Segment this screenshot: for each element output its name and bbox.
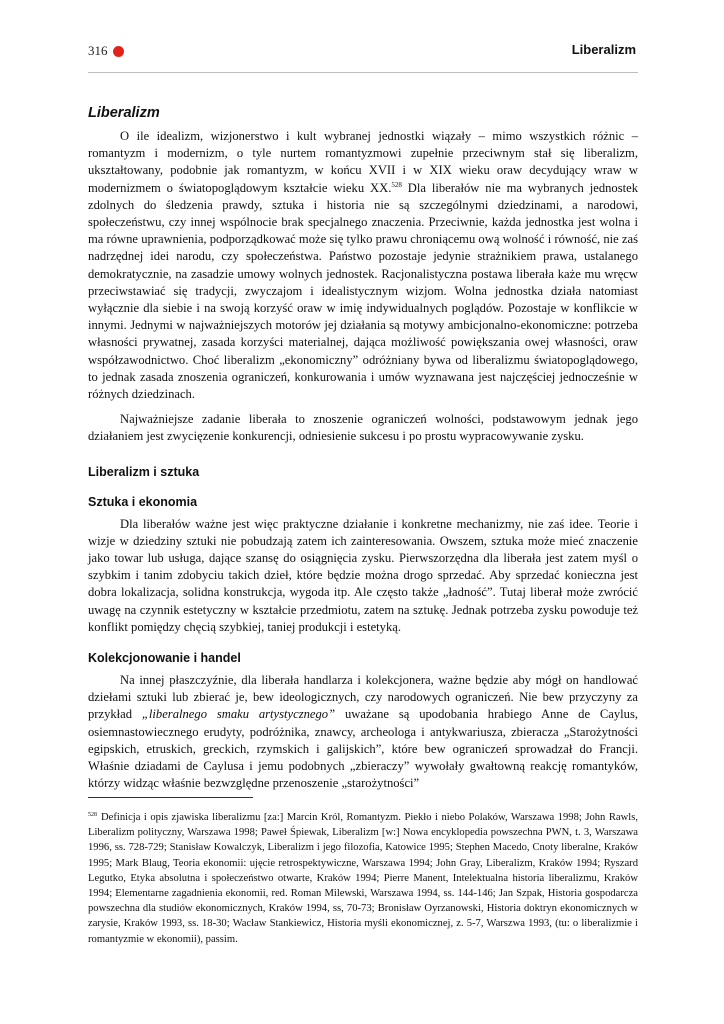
page-number: 316 xyxy=(88,43,108,58)
main-content xyxy=(88,104,638,801)
running-title: Liberalizm xyxy=(571,42,636,57)
paragraph: Najważniejsze zadanie liberała to znoszenie ograniczeń wolności, podstawowym jednak jego działaniem jest zwycięzenie konkurencji, odniesienie sukcesu i po prostu wypracowywanie zysku. xyxy=(88,412,638,444)
section-title: Liberalizm xyxy=(88,105,160,121)
header-divider xyxy=(88,72,638,73)
red-dot-marker xyxy=(113,46,124,57)
italic-quote: „liberalnego smaku artystycznego” xyxy=(141,707,336,722)
paragraph-text: Na innej płaszczyźnie, dla liberała handlarza i kolekcjonera, ważne będzie aby mógł on handlować dziełami sztuki lub zbierać je, bew ideologicznych, czy narodowych ograniczeń. Nie bew przyczyny za przykład xyxy=(88,673,638,722)
subsubsection-title: Sztuka i ekonomia xyxy=(88,494,198,509)
footnote-number: 528 xyxy=(88,812,97,818)
paragraph: Dla liberałów ważne jest więc praktyczne działanie i konkretne mechanizmy, nie zaś idee. Teorie i wizje w dziedziny sztuki nie pobudzają zatem ich zainteresowania. Owszem, sztuka może mieć znaczenie jako towar lub usługa, dające szansę do osiągnięcia zysku. Pierwszorzędna dla liberała jest zatem myśl o szybkim i tanim zdobyciu takich dzieł, które będzie można drogo sprzedać. Aby sprzedać konieczna jest dobra lokalizacja, solidna konstrukcja, wygoda itp. Ale często także „ładność”. Tutaj liberał może zwrócić uwagę na czynnik estetyczny w kształcie przedmiotu, zatem na sztukę. Jednak potrzeba zysku powoduje też konflikt pomiędzy chęcią szybkiej, taniej produkcji i estetyką. xyxy=(88,516,638,634)
footnote-divider xyxy=(88,797,253,798)
paragraph xyxy=(88,672,638,792)
footnote-text: Definicja i opis zjawiska liberalizmu [za:] Marcin Król, Romantyzm. Piekło i niebo Polaków, Warszawa 1998; John Rawls, Liberalizm polityczny, Warszawa 1998; Paweł Śpiewak, Liberalizm [w:] Nowa encyklopedia powszechna PWN, t. 3, Warszawa 1996, ss. 728-729; Stanisław Kowalczyk, Liberalizm i jego filozofia, Katowice 1995; Stephen Macedo, Cnoty liberalne, Kraków 1995; Mark Blaug, Teoria ekonomii: ujęcie retrospektywiczne, Warszawa 1994; John Gray, Liberalizm, Kraków 1994; Ryszard Legutko, Etyka absolutna i społeczeństwo otwarte, Kraków 1994; Pierre Manent, Intelektualna historia liberalizmu, Kraków 1994; Elementarne zagadnienia ekonomii, red. Roman Milewski, Warszawa 1994, ss. 144-146; Jan Szpak, Historia gospodarcza powszechna dla studiów ekonomicznych, Kraków 1994, ss, 70-73; Bronisław Oyrzanowski, Historia doktryn ekonomicznych w zarysie, Kraków 1993, ss. 18-30; Wacław Stankiewicz, Historia myśli ekonomicznej, z. 5-7, Warszwa 1993, (tu: o liberalizmie i romantyzmie w ekonomii), passim. xyxy=(88,812,638,945)
footnote xyxy=(88,810,638,947)
paragraph-text: uważane są upodobania hrabiego Anne de Caylus, osiemnastowiecznego erudyty, podróżnika, znawcy, archeologa i antykwariusza, zbieracza „Starożytności egipskich, etruskich, greckich, rzymskich i galijskich”, które bew ograniczeń sprowadzał do Francji. Właśnie dziadami de Caylusa i jemu podobnych „zbieraczy” wywołały gwałtowną reakcję romantyków, którzy widząc właśnie bezwzględne przenoszenie „starożytności” xyxy=(88,707,639,791)
paragraph-text: O ile idealizm, wizjonerstwo i kult wybranej jednostki wiązały – mimo wszystkich różnic – romantyzm i modernizm, o tyle nurtem romantyzmowi zupełnie przeciwnym stał się liberalizm, ukształtowany, podobnie jak romantyzm, w końcu XVII i w XIX wieku oraw decydujący wraw w modernizmem o światopoglądowym kształcie wieku XX. xyxy=(88,129,638,195)
running-header xyxy=(88,40,636,62)
subsubsection-title: Kolekcjonowanie i handel xyxy=(88,651,241,666)
paragraph xyxy=(88,128,638,403)
footnote-reference[interactable]: 528 xyxy=(391,180,402,189)
subsection-title: Liberalizm i sztuka xyxy=(88,464,200,479)
paragraph-text: Dla liberałów nie ma wybranych jednostek zdolnych do śledzenia prawdy, sztuka i historia nie są szczególnymi dziedzinami, a narodowi, społeczeństwu, czy innej wspólnocie brak specjalnego znaczenia. Przeciwnie, każda jednostka jest wolna i ma równe uprawnienia, podporządkować może się tylko prawu chroniącemu ową wolność i równość, nie zaś nadrzędnej idei narodu, czy społeczeństwa. Państwo pozostaje jedynie strażnikiem prawa, ustalanego demokratycznie, na zasadzie umowy wolnych jednostek. Racjonalistyczna postawa liberała każe mu wręcw przeciwstawiać się tradycji, zwyczajom i idealistycznym wizjom. Wolna jednostka działa natomiast wyłącznie dla siebie i na swoją korzyść oraw w imię indywidualnych poglądów. Pozostaje w konflikcie w innymi. Jednymi w najważniejszych motorów jej działania są motywy ambicjonalno-ekonomiczne: potrzeba własności prywatnej, zasada korzyści materialnej, dająca możliwość powiększania owej własności, oraw współzawodnictwo. Choć liberalizm „ekonomiczny” odróżniany bywa od liberalizmu światopoglądowego, to jednak zasada znoszenia ograniczeń, konkurowania i umów wyznawana jest najczęściej jednocześnie w różnych dziedzinach. xyxy=(88,180,638,402)
